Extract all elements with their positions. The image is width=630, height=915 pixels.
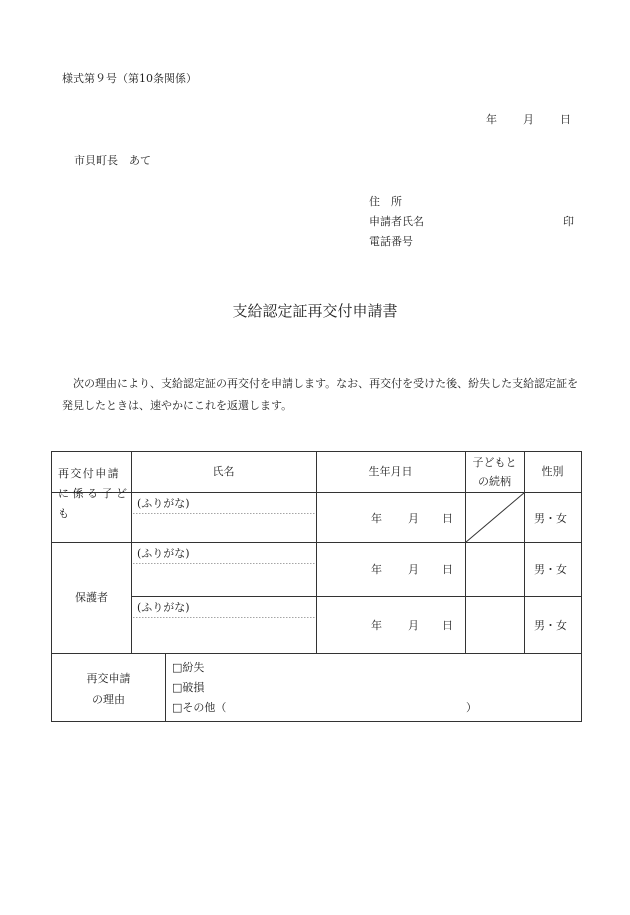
reason-other-close-paren: ） — [466, 701, 477, 714]
header-applicant-child-line1: 再交付申請 — [58, 467, 120, 480]
address-row — [369, 192, 574, 212]
document-title: 支給認定証再交付申請書 — [232, 302, 398, 320]
reason-label-line1: 再交申請 — [86, 672, 131, 685]
header-relation-line2: の続柄 — [478, 475, 511, 488]
header-relation — [465, 453, 524, 491]
header-applicant-child-line3: も — [58, 507, 69, 520]
reason-other-checkbox[interactable] — [172, 698, 477, 718]
child-birth-year: 年 — [371, 512, 382, 525]
address-label: 住 所 — [369, 195, 402, 208]
header-applicant-child — [52, 464, 131, 524]
phone-row — [369, 232, 574, 252]
guardian1-birth-month: 月 — [408, 563, 419, 576]
child-furigana-label: (ふりがな) — [137, 497, 190, 510]
phone-label: 電話番号 — [369, 235, 413, 248]
header-applicant-child-line2: に係る子ど — [58, 487, 131, 500]
child-birth-month: 月 — [408, 512, 419, 525]
header-birthdate: 生年月日 — [368, 465, 413, 478]
header-name: 氏名 — [212, 465, 235, 478]
header-relation-line1: 子どもと — [472, 456, 517, 469]
guardian1-birth-year: 年 — [371, 563, 382, 576]
form-number: 様式第９号（第10条関係） — [62, 72, 197, 85]
guardian2-birth-year: 年 — [371, 619, 382, 632]
guardian2-birth-day: 日 — [442, 619, 453, 632]
reason-other-label: □その他（ — [172, 701, 227, 714]
reason-lost-checkbox[interactable]: □紛失 — [172, 661, 205, 674]
applicant-block — [369, 192, 574, 252]
guardian2-furigana-label: (ふりがな) — [137, 601, 190, 614]
name-row — [369, 212, 574, 232]
child-sex-options: 男・女 — [534, 512, 567, 525]
reason-label — [52, 668, 165, 710]
body-text: 次の理由により、支給認定証の再交付を申請します。なお、再交付を受けた後、紛失した支給認定証を発見したときは、速やかにこれを返還します。 — [62, 377, 579, 412]
date-day: 日 — [560, 113, 571, 126]
guardian1-birth-day: 日 — [442, 563, 453, 576]
child-birth-day: 日 — [442, 512, 453, 525]
reason-label-line2: の理由 — [92, 693, 125, 706]
reason-damaged-checkbox[interactable]: □破損 — [172, 681, 205, 694]
seal-mark: 印 — [563, 215, 574, 228]
guardian2-sex-options: 男・女 — [534, 619, 567, 632]
guardian2-birth-month: 月 — [408, 619, 419, 632]
guardian1-furigana-label: (ふりがな) — [137, 547, 190, 560]
guardian-label: 保護者 — [75, 591, 108, 604]
addressee: 市貝町長 あて — [74, 154, 151, 167]
date-line — [486, 111, 571, 127]
header-sex: 性別 — [541, 465, 564, 478]
guardian1-sex-options: 男・女 — [534, 563, 567, 576]
reason-options — [172, 658, 477, 718]
date-year: 年 — [486, 113, 497, 126]
applicant-name-label: 申請者氏名 — [369, 215, 424, 228]
date-month: 月 — [523, 113, 534, 126]
